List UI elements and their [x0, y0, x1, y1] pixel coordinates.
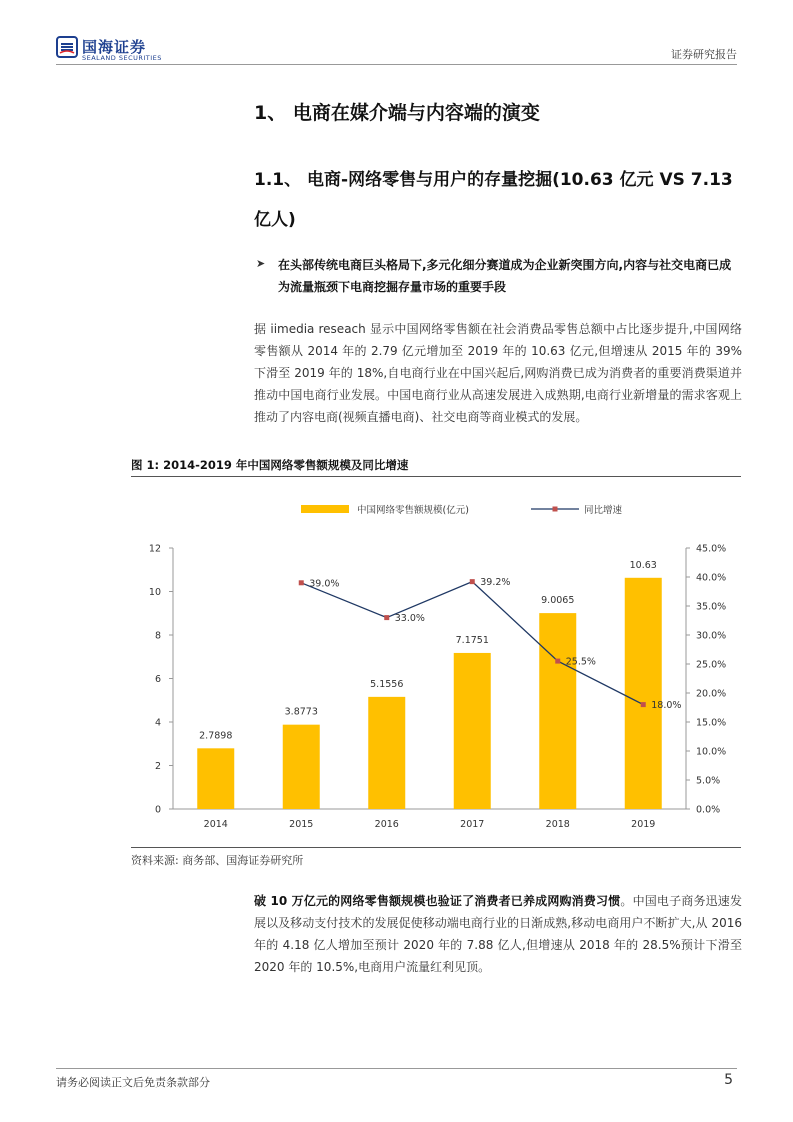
logo-text-en: SEALAND SECURITIES [82, 54, 162, 62]
body-paragraph-2 [254, 890, 742, 978]
right-tick-label: 10.0% [696, 746, 727, 758]
growth-point-2016 [384, 615, 389, 620]
right-tick-label: 15.0% [696, 717, 727, 729]
right-tick-label: 5.0% [696, 775, 721, 787]
x-tick-label: 2018 [545, 819, 570, 830]
page-number: 5 [724, 1072, 733, 1088]
retail-sales-chart [131, 478, 741, 846]
bar-2014 [197, 748, 234, 809]
right-tick-label: 30.0% [696, 630, 727, 642]
x-tick-label: 2019 [631, 819, 656, 830]
right-tick-label: 20.0% [696, 688, 727, 700]
x-tick-label: 2017 [460, 819, 485, 830]
bar-2016 [368, 697, 405, 809]
growth-point-2015 [299, 580, 304, 585]
bar-value-label: 5.1556 [370, 678, 404, 690]
left-tick-label: 0 [154, 804, 161, 816]
bar-2018 [539, 613, 576, 809]
right-tick-label: 35.0% [696, 601, 727, 613]
left-tick-label: 4 [154, 717, 161, 729]
bar-series [197, 560, 662, 809]
growth-point-2018 [555, 659, 560, 664]
left-tick-label: 8 [154, 630, 161, 642]
legend-bar-swatch [301, 505, 349, 513]
growth-value-label: 39.0% [309, 578, 340, 590]
growth-value-label: 18.0% [651, 700, 682, 712]
growth-value-label: 25.5% [565, 656, 596, 668]
header-divider [56, 64, 737, 65]
section-heading: 1、 电商在媒介端与内容端的演变 [254, 102, 540, 124]
x-tick-label: 2015 [289, 819, 314, 830]
legend-line-label: 同比增速 [584, 505, 623, 516]
logo-text-cn: 国海证券 [82, 38, 147, 56]
body-paragraph-2-bold: 破 10 万亿元的网络零售额规模也验证了消费者已养成网购消费习惯 [254, 894, 621, 908]
left-tick-label: 10 [148, 587, 161, 598]
body-paragraph-2-text: 。中国电子商务迅速发展以及移动支付技术的发展促使移动端电商行业的日渐成熟,移动电商用户不断扩大,从 2016 年的 4.18 亿人增加至预计 2020 年的 7.88 亿人,但增速从 2018 年的 28.5%预计下滑至 2020 年的 10.5%,电商用户流量红利见顶。 [254, 894, 742, 974]
bar-value-label: 9.0065 [541, 595, 575, 607]
right-tick-label: 25.0% [696, 659, 727, 671]
bar-2015 [283, 725, 320, 809]
bar-2019 [625, 578, 662, 809]
left-tick-label: 2 [154, 761, 161, 772]
subsection-heading: 1.1、 电商-网络零售与用户的存量挖掘(10.63 亿元 VS 7.13 亿人) [254, 170, 733, 230]
left-tick-label: 12 [148, 543, 161, 555]
key-point: 在头部传统电商巨头格局下,多元化细分赛道成为企业新突围方向,内容与社交电商已成为流量瓶颈下电商挖掘存量市场的重要手段 [278, 258, 732, 294]
figure-top-rule [131, 476, 741, 477]
footer-divider [56, 1068, 737, 1069]
left-tick-label: 6 [154, 674, 161, 685]
body-paragraph-1: 据 iimedia reseach 显示中国网络零售额在社会消费品零售总额中占比逐步提升,中国网络零售额从 2014 年的 2.79 亿元增加至 2019 年的 10.63 亿元,但增速从 2015 年的 39%下滑至 2019 年的 18%,自电商行业在中国兴起后,网购消费已成为消费者的重要消费渠道并推动中国电商行业发展。中国电商行业从高速发展进入成熟期,电商行业新增量的需求客观上推动了内容电商(视频直播电商)、社交电商等商业模式的发展。 [254, 322, 742, 424]
growth-value-label: 33.0% [394, 613, 425, 625]
bar-value-label: 2.7898 [199, 730, 233, 742]
growth-point-2019 [641, 702, 646, 707]
company-logo [56, 34, 216, 64]
legend-line-marker [553, 507, 558, 512]
right-tick-label: 45.0% [696, 543, 727, 555]
right-tick-label: 40.0% [696, 572, 727, 584]
bar-2017 [454, 653, 491, 809]
bar-value-label: 10.63 [629, 559, 657, 571]
x-tick-label: 2016 [374, 819, 399, 830]
sealand-logo-icon [56, 36, 78, 58]
bullet-arrow-icon: ➤ [256, 257, 266, 270]
figure-source: 资料来源: 商务部、国海证券研究所 [131, 854, 304, 867]
x-tick-label: 2014 [203, 819, 228, 830]
footer-disclaimer: 请务必阅读正文后免责条款部分 [56, 1076, 210, 1089]
growth-value-label: 39.2% [480, 577, 511, 589]
right-tick-label: 0.0% [696, 804, 721, 816]
growth-point-2017 [470, 579, 475, 584]
bar-value-label: 3.8773 [284, 706, 318, 718]
legend-bar-label: 中国网络零售额规模(亿元) [357, 505, 469, 516]
figure-title: 图 1: 2014-2019 年中国网络零售额规模及同比增速 [131, 458, 409, 472]
bar-value-label: 7.1751 [455, 634, 489, 646]
chart-legend [301, 504, 623, 516]
report-type-label: 证券研究报告 [671, 48, 737, 61]
figure-bottom-rule [131, 847, 741, 848]
